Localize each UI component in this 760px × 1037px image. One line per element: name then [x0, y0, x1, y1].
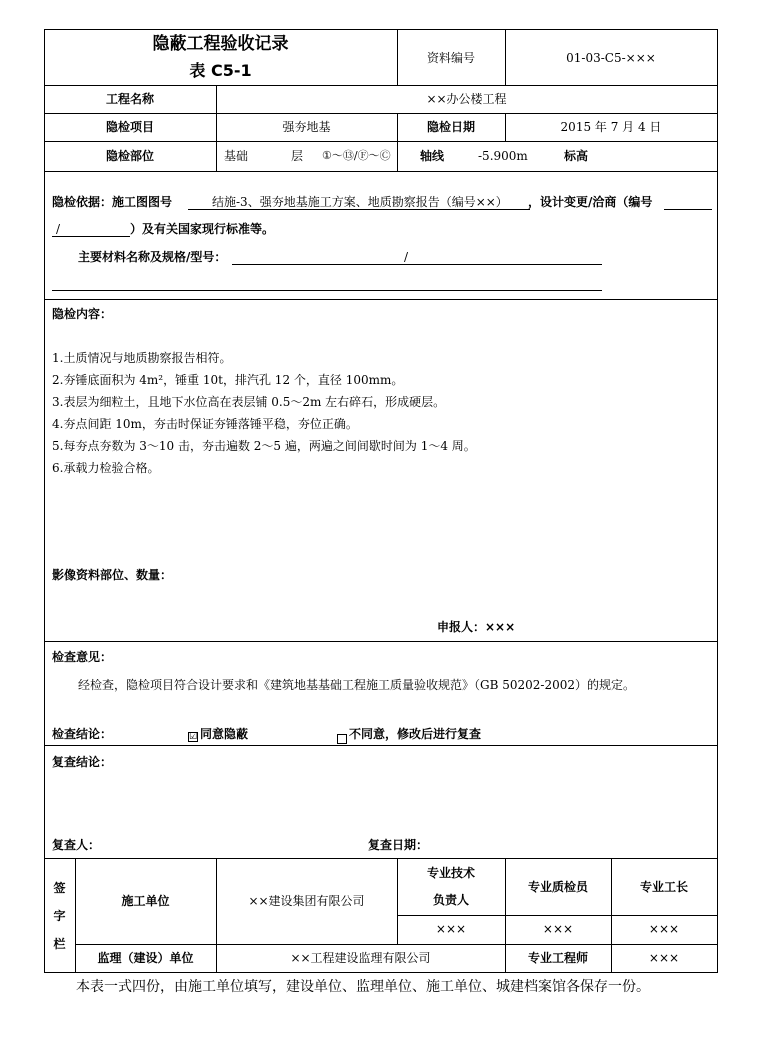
basis-change-value: /	[56, 222, 61, 236]
content-item: 3.表层为细粒土，且地下水位高在表层铺 0.5～2m 左右碎石，形成硬层。	[52, 395, 446, 409]
content-item: 5.每夯点夯数为 3～10 击，夯击遍数 2～5 遍，两遍之间间歇时间为 1～4 周。	[52, 439, 476, 453]
disagree-label: 不同意，修改后进行复查	[349, 727, 482, 741]
row-divider	[44, 113, 718, 114]
floor-label: 层	[291, 149, 304, 163]
construction-unit-label: 施工单位	[121, 894, 170, 908]
row-divider	[44, 299, 718, 300]
project-name-value: ××办公楼工程	[426, 92, 507, 106]
row-divider	[44, 171, 718, 172]
row-divider	[44, 858, 718, 859]
basis-prefix: 隐检依据：施工图图号	[52, 195, 173, 209]
project-name-label: 工程名称	[105, 92, 154, 106]
material-underline	[232, 264, 602, 265]
material-label: 主要材料名称及规格/型号：	[78, 250, 227, 264]
doc-no-label: 资料编号	[426, 51, 475, 65]
tech-lead-value: ×××	[435, 922, 467, 936]
axis-label: 轴线	[420, 149, 445, 163]
content-item: 4.夯点间距 10m，夯击时保证夯锤落锤平稳，夯位正确。	[52, 417, 358, 431]
disagree-option[interactable]	[337, 727, 481, 744]
tech-lead-label-2: 负责人	[432, 893, 469, 907]
foreman-value: ×××	[648, 922, 680, 936]
content-item: 1.土质情况与地质勘察报告相符。	[52, 351, 232, 365]
content-item: 6.承载力检验合格。	[52, 461, 160, 475]
inspection-item-value: 强夯地基	[282, 120, 331, 134]
recheck-person-label: 复查人：	[52, 838, 101, 852]
doc-no-value: 01-03-C5-×××	[566, 51, 656, 65]
change-underline-2	[52, 236, 130, 237]
engineer-value: ×××	[648, 951, 680, 965]
agree-label: 同意隐蔽	[200, 727, 249, 741]
recheck-conclusion-label: 复查结论：	[52, 755, 113, 769]
construction-unit-value: ××建设集团有限公司	[248, 894, 365, 908]
material-value: /	[404, 250, 409, 264]
inspection-date-label: 隐检日期	[426, 120, 475, 134]
row-divider	[44, 745, 718, 746]
form-title: 隐蔽工程验收记录	[152, 34, 289, 54]
row-divider	[44, 85, 718, 86]
image-material-label: 影像资料部位、数量：	[52, 568, 173, 582]
opinion-label: 检查意见：	[52, 650, 113, 664]
signature-side-label: 签	[53, 881, 66, 895]
supervision-unit-label: 监理（建设）单位	[97, 951, 194, 965]
opinion-text: 经检查，隐检项目符合设计要求和《建筑地基基础工程施工质量验收规范》（GB 50202-2002）的规定。	[78, 678, 635, 692]
row-divider	[397, 915, 718, 916]
recheck-date-label: 复查日期：	[368, 838, 429, 852]
content-label: 隐检内容：	[52, 307, 113, 321]
signature-side-label: 栏	[53, 937, 66, 951]
engineer-label: 专业工程师	[527, 951, 588, 965]
location-part: 基础	[224, 149, 249, 163]
conclusion-label: 检查结论：	[52, 727, 113, 741]
form-number: 表 C5-1	[189, 61, 252, 80]
agree-option[interactable]	[188, 727, 248, 742]
inspection-item-label: 隐检项目	[105, 120, 154, 134]
signature-side-label: 字	[53, 909, 66, 923]
inspection-date-value: 2015 年 7 月 4 日	[560, 120, 662, 134]
basis-suffix: ）及有关国家现行标准等。	[130, 222, 275, 236]
axis-value: -5.900m	[478, 149, 528, 163]
reporter-label: 申报人：×××	[437, 620, 516, 634]
table-border-bottom	[44, 972, 718, 973]
material-underline-2	[52, 290, 602, 291]
basis-change-label: ，设计变更/洽商（编号	[528, 195, 653, 209]
supervision-unit-value: ××工程建设监理有限公司	[290, 951, 431, 965]
foreman-label: 专业工长	[639, 880, 688, 894]
quality-inspector-value: ×××	[542, 922, 574, 936]
floor-value: ①～⑬/Ⓕ～Ⓒ	[322, 149, 391, 162]
elevation-label: 标高	[564, 149, 589, 163]
content-item: 2.夯锤底面积为 4m²，锤重 10t，排汽孔 12 个，直径 100mm。	[52, 373, 404, 387]
quality-inspector-label: 专业质检员	[527, 880, 588, 894]
inspection-location-label: 隐检部位	[105, 149, 154, 163]
unchecked-checkbox-icon[interactable]	[337, 734, 347, 744]
change-underline-1	[664, 209, 712, 210]
basis-drawing: 结施-3、强夯地基施工方案、地质勘察报告（编号××）	[212, 195, 508, 209]
row-divider	[75, 944, 718, 945]
row-divider	[44, 641, 718, 642]
row-divider	[44, 141, 718, 142]
checked-checkbox-icon[interactable]: ☑	[189, 732, 198, 742]
basis-drawing-underline	[188, 209, 530, 210]
tech-lead-label: 专业技术	[426, 866, 475, 880]
table-border-top	[44, 29, 718, 30]
footer-note: 本表一式四份，由施工单位填写，建设单位、监理单位、施工单位、城建档案馆各保存一份。	[76, 979, 650, 995]
